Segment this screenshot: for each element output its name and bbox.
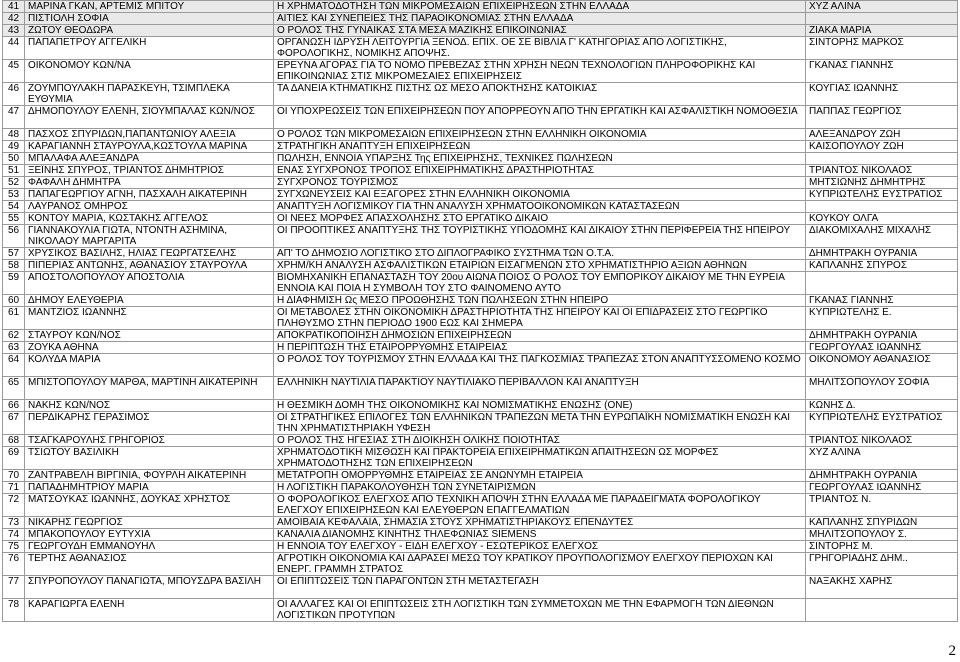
- row-number: 76: [3, 553, 25, 576]
- row-number: 77: [3, 576, 25, 599]
- thesis-title: ΑΠ' ΤΟ ΔΗΜΟΣΙΟ ΛΟΓΙΣΤΙΚΟ ΣΤΟ ΔΙΠΛΟΓΡΑΦΙΚΟ ΣΥΣΤΗΜΑ ΤΩΝ Ο.Τ.Α.: [274, 248, 806, 260]
- thesis-title: ΑΙΤΙΕΣ ΚΑΙ ΣΥΝΕΠΕΙΕΣ ΤΗΣ ΠΑΡΑΟΙΚΟΝΟΜΙΑΣ ΣΤΗΝ ΕΛΛΑΔΑ: [274, 13, 806, 25]
- table-row: [3, 342, 958, 354]
- thesis-title: ΑΠΟΚΡΑΤΙΚΟΠΟΙΗΣΗ ΔΗΜΟΣΙΩΝ ΕΠΙΧΕΙΡΗΣΕΩΝ: [274, 330, 806, 342]
- row-number: 60: [3, 295, 25, 307]
- student-names: ΚΑΡΑΓΙΩΡΓΑ ΕΛΕΝΗ: [25, 599, 274, 622]
- supervisor-name: ΤΡΙΑΝΤΟΣ ΝΙΚΟΛΑΟΣ: [806, 165, 958, 177]
- thesis-title: ΕΡΕΥΝΑ ΑΓΟΡΑΣ ΓΙΑ ΤΟ ΝΟΜΟ ΠΡΕΒΕΖΑΣ ΣΤΗΝ ΧΡΗΣΗ ΝΕΩΝ ΤΕΧΝΟΛΟΓΙΩΝ ΠΛΗΡΟΦΟΡΙΚΗΣ ΚΑΙ ΕΠΙΚΟΙΝΩΝΙΑΣ ΣΤΙΣ ΜΙΚΡΟΜΕΣΑΙΕΣ ΕΠΙΧΕΙΡΗΣΕΙΣ: [274, 60, 806, 83]
- row-number: 50: [3, 153, 25, 165]
- row-number: 49: [3, 141, 25, 153]
- thesis-title: ΤΑ ΔΑΝΕΙΑ ΚΤΗΜΑΤΙΚΗΣ ΠΙΣΤΗΣ ΩΣ ΜΕΣΟ ΑΠΟΚΤΗΣΗΣ ΚΑΤΟΙΚΙΑΣ: [274, 83, 806, 106]
- supervisor-name: ΧΥΖ ΑΛΙΝΑ: [806, 1, 958, 13]
- supervisor-name: ΟΙΚΟΝΟΜΟΥ ΑΘΑΝΑΣΙΟΣ: [806, 354, 958, 377]
- table-row: [3, 377, 958, 400]
- supervisor-name: ΚΥΠΡΙΩΤΕΛΗΣ ΕΥΣΤΡΑΤΙΟΣ: [806, 412, 958, 435]
- thesis-title: Ο ΡΟΛΟΣ ΤΗΣ ΓΥΝΑΙΚΑΣ ΣΤΑ ΜΕΣΑ ΜΑΖΙΚΗΣ ΕΠΙΚΟΙΝΩΝΙΑΣ: [274, 25, 806, 37]
- supervisor-name: [806, 153, 958, 165]
- thesis-title: ΟΙ ΝΕΕΣ ΜΟΡΦΕΣ ΑΠΑΣΧΟΛΗΣΗΣ ΣΤΟ ΕΡΓΑΤΙΚΟ ΔΙΚΑΙΟ: [274, 213, 806, 225]
- row-number: 56: [3, 225, 25, 248]
- row-number: 57: [3, 248, 25, 260]
- table-row: [3, 37, 958, 60]
- supervisor-name: ΚΟΥΓΙΑΣ ΙΩΑΝΝΗΣ: [806, 83, 958, 106]
- student-names: ΠΑΣΧΟΣ ΣΠΥΡΙΔΩΝ,ΠΑΠΑΝΤΩΝΙΟΥ ΑΛΕΞΙΑ: [25, 129, 274, 141]
- row-number: 65: [3, 377, 25, 400]
- supervisor-name: ΓΕΩΡΓΟΥΛΑΣ ΙΩΑΝΝΗΣ: [806, 342, 958, 354]
- student-names: ΦΑΦΑΛΗ ΔΗΜΗΤΡΑ: [25, 177, 274, 189]
- thesis-title: ΣΥΓΧΩΝΕΥΣΕΙΣ ΚΑΙ ΕΞΑΓΟΡΕΣ ΣΤΗΝ ΕΛΛΗΝΙΚΗ ΟΙΚΟΝΟΜΙΑ: [274, 189, 806, 201]
- supervisor-name: ΖΙΑΚΑ ΜΑΡΙΑ: [806, 25, 958, 37]
- thesis-title: Η ΧΡΗΜΑΤΟΔΟΤΗΣΗ ΤΩΝ ΜΙΚΡΟΜΕΣΑΙΩΝ ΕΠΙΧΕΙΡΗΣΕΩΝ ΣΤΗΝ ΕΛΛΑΔΑ: [274, 1, 806, 13]
- table-row: [3, 517, 958, 529]
- row-number: 58: [3, 260, 25, 272]
- student-names: ΓΕΩΡΓΟΥΔΗ ΕΜΜΑΝΟΥΗΛ: [25, 541, 274, 553]
- row-number: 70: [3, 470, 25, 482]
- supervisor-name: ΜΗΛΙΤΣΟΠΟΥΛΟΥ Σ.: [806, 529, 958, 541]
- thesis-title: ΑΜΟΙΒΑΙΑ ΚΕΦΑΛΑΙΑ, ΣΗΜΑΣΙΑ ΣΤΟΥΣ ΧΡΗΜΑΤΙΣΤΗΡΙΑΚΟΥΣ ΕΠΕΝΔΥΤΕΣ: [274, 517, 806, 529]
- supervisor-name: ΤΡΙΑΝΤΟΣ ΝΙΚΟΛΑΟΣ: [806, 435, 958, 447]
- thesis-title: ΜΕΤΑΤΡΟΠΗ ΟΜΟΡΡΥΘΜΗΣ ΕΤΑΙΡΕΙΑΣ ΣΕ ΑΝΩΝΥΜΗ ΕΤΑΙΡΕΙΑ: [274, 470, 806, 482]
- table-row: [3, 482, 958, 494]
- student-names: ΜΠΑΚΟΠΟΥΛΟΥ ΕΥΤΥΧΙΑ: [25, 529, 274, 541]
- table-row: [3, 307, 958, 330]
- table-row: [3, 106, 958, 129]
- table-row: [3, 354, 958, 377]
- supervisor-name: ΚΥΠΡΙΩΤΕΛΗΣ Ε.: [806, 307, 958, 330]
- supervisor-name: ΔΗΜΗΤΡΑΚΗ ΟΥΡΑΝΙΑ: [806, 330, 958, 342]
- thesis-title: Η ΛΟΓΙΣΤΙΚΗ ΠΑΡΑΚΟΛΟΥΘΗΣΗ ΤΩΝ ΣΥΝΕΤΑΙΡΙΣΜΩΝ: [274, 482, 806, 494]
- student-names: ΠΕΡΔΙΚΑΡΗΣ ΓΕΡΑΣΙΜΟΣ: [25, 412, 274, 435]
- table-row: [3, 529, 958, 541]
- row-number: 74: [3, 529, 25, 541]
- thesis-title: ΟΙ ΑΛΛΑΓΕΣ ΚΑΙ ΟΙ ΕΠΙΠΤΩΣΕΙΣ ΣΤΗ ΛΟΓΙΣΤΙΚΗ ΤΩΝ ΣΥΜΜΕΤΟΧΩΝ ΜΕ ΤΗΝ ΕΦΑΡΜΟΓΗ ΤΩΝ ΔΙΕΘΝΩΝ ΛΟΓΙΣΤΙΚΩΝ ΠΡΟΤΥΠΩΝ: [274, 599, 806, 622]
- table-row: [3, 60, 958, 83]
- row-number: 47: [3, 106, 25, 129]
- supervisor-name: ΧΥΖ ΑΛΙΝΑ: [806, 447, 958, 470]
- supervisor-name: ΚΑΠΛΑΝΗΣ ΣΠΥΡΙΔΩΝ: [806, 517, 958, 529]
- supervisor-name: ΚΥΠΡΙΩΤΕΛΗΣ ΕΥΣΤΡΑΤΙΟΣ: [806, 189, 958, 201]
- supervisor-name: ΤΡΙΑΝΤΟΣ Ν.: [806, 494, 958, 517]
- table-row: [3, 1, 958, 13]
- thesis-title: ΠΩΛΗΣΗ, ΕΝΝΟΙΑ ΥΠΑΡΞΗΣ Της ΕΠΙΧΕΙΡΗΣΗΣ, ΤΕΧΝΙΚΕΣ ΠΩΛΗΣΕΩΝ: [274, 153, 806, 165]
- row-number: 64: [3, 354, 25, 377]
- table-row: [3, 435, 958, 447]
- student-names: ΠΙΠΕΡΙΑΣ ΑΝΤΩΝΗΣ, ΑΘΑΝΑΣΙΟΥ ΣΤΑΥΡΟΥΛΑ: [25, 260, 274, 272]
- table-row: [3, 599, 958, 622]
- table-row: [3, 470, 958, 482]
- student-names: ΜΑΤΣΟΥΚΑΣ ΙΩΑΝΝΗΣ, ΔΟΥΚΑΣ ΧΡΗΣΤΟΣ: [25, 494, 274, 517]
- student-names: ΝΙΚΑΡΗΣ ΓΕΩΡΓΙΟΣ: [25, 517, 274, 529]
- thesis-title: Ο ΡΟΛΟΣ ΤΩΝ ΜΙΚΡΟΜΕΣΑΙΩΝ ΕΠΙΧΕΙΡΗΣΕΩΝ ΣΤΗΝ ΕΛΛΗΝΙΚΗ ΟΙΚΟΝΟΜΙΑ: [274, 129, 806, 141]
- row-number: 59: [3, 272, 25, 295]
- table-row: [3, 400, 958, 412]
- row-number: 75: [3, 541, 25, 553]
- supervisor-name: ΜΗΤΣΙΩΝΗΣ ΔΗΜΗΤΡΗΣ: [806, 177, 958, 189]
- thesis-title: ΟΙ ΠΡΟΟΠΤΙΚΕΣ ΑΝΑΠΤΥΞΗΣ ΤΗΣ ΤΟΥΡΙΣΤΙΚΗΣ ΥΠΟΔΟΜΗΣ ΚΑΙ ΔΙΚΑΙΟΥ ΣΤΗΝ ΠΕΡΙΦΕΡΕΙΑ ΤΗΣ ΗΠΕΙΡΟΥ: [274, 225, 806, 248]
- thesis-title: ΕΛΛΗΝΙΚΗ ΝΑΥΤΙΛΙΑ ΠΑΡΑΚΤΙΟΥ ΝΑΥΤΙΛΙΑΚΟ ΠΕΡΙΒΑΛΛΟΝ ΚΑΙ ΑΝΑΠΤΥΞΗ: [274, 377, 806, 400]
- supervisor-name: [806, 599, 958, 622]
- row-number: 48: [3, 129, 25, 141]
- table-row: [3, 83, 958, 106]
- supervisor-name: ΓΚΑΝΑΣ ΓΙΑΝΝΗΣ: [806, 295, 958, 307]
- student-names: ΖΟΥΚΑ ΑΘΗΝΑ: [25, 342, 274, 354]
- thesis-title: ΕΝΑΣ ΣΥΓΧΡΟΝΟΣ ΤΡΟΠΟΣ ΕΠΙΧΕΙΡΗΜΑΤΙΚΗΣ ΔΡΑΣΤΗΡΙΟΤΗΤΑΣ: [274, 165, 806, 177]
- student-names: ΠΑΠΑΔΗΜΗΤΡΙΟΥ ΜΑΡΙΑ: [25, 482, 274, 494]
- thesis-title: ΣΤΡΑΤΗΓΙΚΗ ΑΝΑΠΤΥΞΗ ΕΠΙΧΕΙΡΗΣΕΩΝ: [274, 141, 806, 153]
- table-row: [3, 165, 958, 177]
- table-row: [3, 295, 958, 307]
- supervisor-name: ΣΙΝΤΟΡΗΣ Μ.: [806, 541, 958, 553]
- student-names: ΟΙΚΟΝΟΜΟΥ ΚΩΝ/ΝΑ: [25, 60, 274, 83]
- table-row: [3, 141, 958, 153]
- row-number: 45: [3, 60, 25, 83]
- supervisor-name: ΔΗΜΗΤΡΑΚΗ ΟΥΡΑΝΙΑ: [806, 248, 958, 260]
- row-number: 62: [3, 330, 25, 342]
- supervisor-name: ΚΩΝΗΣ Δ.: [806, 400, 958, 412]
- student-names: ΠΙΣΤΙΟΛΗ ΣΟΦΙΑ: [25, 13, 274, 25]
- thesis-title: Ο ΡΟΛΟΣ ΤΗΣ ΗΓΕΣΙΑΣ ΣΤΗ ΔΙΟΙΚΗΣΗ ΟΛΙΚΗΣ ΠΟΙΟΤΗΤΑΣ: [274, 435, 806, 447]
- row-number: 68: [3, 435, 25, 447]
- thesis-title: ΟΙ ΣΤΡΑΤΗΓΙΚΕΣ ΕΠΙΛΟΓΕΣ ΤΩΝ ΕΛΛΗΝΙΚΩΝ ΤΡΑΠΕΖΩΝ ΜΕΤΑ ΤΗΝ ΕΥΡΩΠΑΪΚΗ ΝΟΜΙΣΜΑΤΙΚΗ ΕΝΩΣΗ ΚΑΙ ΤΗΝ ΧΡΗΜΑΤΙΣΤΗΡΙΑΚΗ ΥΦΕΣΗ: [274, 412, 806, 435]
- row-number: 61: [3, 307, 25, 330]
- supervisor-name: ΜΗΛΙΤΣΟΠΟΥΛΟΥ ΣΟΦΙΑ: [806, 377, 958, 400]
- thesis-table-body: [3, 1, 958, 622]
- supervisor-name: [806, 13, 958, 25]
- student-names: ΤΣΙΩΤΟΥ ΒΑΣΙΛΙΚΗ: [25, 447, 274, 470]
- supervisor-name: ΑΛΕΞΑΝΔΡΟΥ ΖΩΗ: [806, 129, 958, 141]
- supervisor-name: ΓΡΗΓΟΡΙΑΔΗΣ ΔΗΜ..: [806, 553, 958, 576]
- row-number: 55: [3, 213, 25, 225]
- row-number: 78: [3, 599, 25, 622]
- row-number: 69: [3, 447, 25, 470]
- student-names: ΜΑΡΙΝΑ ΓΚΑΝ, ΑΡΤΕΜΙΣ ΜΠΙΤΟΥ: [25, 1, 274, 13]
- thesis-title: ΟΡΓΑΝΩΣΗ ΙΔΡΥΣΗ ΛΕΙΤΟΥΡΓΙΑ ΞΕΝΟΔ. ΕΠΙΧ. ΟΕ ΣΕ ΒΙΒΛΙΑ Γ' ΚΑΤΗΓΟΡΙΑΣ ΑΠΟ ΛΟΓΙΣΤΙΚΗΣ, ΦΟΡΟΛΟΓΙΚΗΣ, ΝΟΜΙΚΗΣ ΑΠΟΨΗΣ.: [274, 37, 806, 60]
- row-number: 67: [3, 412, 25, 435]
- row-number: 42: [3, 13, 25, 25]
- student-names: ΔΗΜΟΥ ΕΛΕΥΘΕΡΙΑ: [25, 295, 274, 307]
- student-names: ΜΠΙΣΤΟΠΟΥΛΟΥ ΜΑΡΘΑ, ΜΑΡΤΙΝΗ ΑΙΚΑΤΕΡΙΝΗ: [25, 377, 274, 400]
- row-number: 54: [3, 201, 25, 213]
- student-names: ΠΑΠΑΓΕΩΡΓΙΟΥ ΑΓΝΗ, ΠΑΣΧΑΛΗ ΑΙΚΑΤΕΡΙΝΗ: [25, 189, 274, 201]
- table-row: [3, 248, 958, 260]
- table-row: [3, 25, 958, 37]
- thesis-title: ΟΙ ΥΠΟΧΡΕΩΣΕΙΣ ΤΩΝ ΕΠΙΧΕΙΡΗΣΕΩΝ ΠΟΥ ΑΠΟΡΡΕΟΥΝ ΑΠΟ ΤΗΝ ΕΡΓΑΤΙΚΗ ΚΑΙ ΑΣΦΑΛΙΣΤΙΚΗ ΝΟΜΟΘΕΣΙΑ: [274, 106, 806, 129]
- supervisor-name: ΓΕΩΡΓΟΥΛΑΣ ΙΩΑΝΝΗΣ: [806, 482, 958, 494]
- supervisor-name: ΠΑΠΠΑΣ ΓΕΩΡΓΙΟΣ: [806, 106, 958, 129]
- row-number: 41: [3, 1, 25, 13]
- row-number: 63: [3, 342, 25, 354]
- supervisor-name: ΣΙΝΤΟΡΗΣ ΜΑΡΚΟΣ: [806, 37, 958, 60]
- row-number: 44: [3, 37, 25, 60]
- thesis-title: ΧΡΗΜ/ΚΗ ΑΝΑΛΥΣΗ ΑΣΦΑΛΙΣΤΙΚΩΝ ΕΤΑΙΡΙΩΝ ΕΙΣΑΓΜΕΝΩΝ ΣΤΟ ΧΡΗΜΑΤΙΣΤΗΡΙΟ ΑΞΙΩΝ ΑΘΗΝΩΝ: [274, 260, 806, 272]
- table-row: [3, 576, 958, 599]
- table-row: [3, 272, 958, 295]
- student-names: ΜΠΑΛΑΦΑ ΑΛΕΞΑΝΔΡΑ: [25, 153, 274, 165]
- thesis-title: ΟΙ ΕΠΙΠΤΩΣΕΙΣ ΤΩΝ ΠΑΡΑΓΟΝΤΩΝ ΣΤΗ ΜΕΤΑΣΤΕΓΑΣΗ: [274, 576, 806, 599]
- student-names: ΚΑΡΑΓΙΑΝΝΗ ΣΤΑΥΡΟΥΛΑ,ΚΩΣΤΟΥΛΑ ΜΑΡΙΝΑ: [25, 141, 274, 153]
- student-names: ΖΑΝΤΡΑΒΕΛΗ ΒΙΡΓΙΝΙΑ, ΦΟΥΡΛΗ ΑΙΚΑΤΕΡΙΝΗ: [25, 470, 274, 482]
- row-number: 53: [3, 189, 25, 201]
- supervisor-name: ΔΗΜΗΤΡΑΚΗ ΟΥΡΑΝΙΑ: [806, 470, 958, 482]
- thesis-title: ΒΙΟΜΗΧΑΝΙΚΗ ΕΠΑΝΑΣΤΑΣΗ ΤΟΥ 20ου ΑΙΩΝΑ ΠΟΙΟΣ Ο ΡΟΛΟΣ ΤΟΥ ΕΜΠΟΡΙΚΟΥ ΔΙΚΑΙΟΥ ΜΕ ΤΗΝ ΕΥΡΕΙΑ ΕΝΝΟΙΑ ΚΑΙ ΠΟΙΑ Η ΣΥΜΒΟΛΗ ΤΟΥ ΣΤΟ ΦΑΙΝΟΜΕΝΟ ΑΥΤΟ: [274, 272, 806, 295]
- table-row: [3, 260, 958, 272]
- thesis-title: ΟΙ ΜΕΤΑΒΟΛΕΣ ΣΤΗΝ ΟΙΚΟΝΟΜΙΚΗ ΔΡΑΣΤΗΡΙΟΤΗΤΑ ΤΗΣ ΗΠΕΙΡΟΥ ΚΑΙ ΟΙ ΕΠΙΔΡΑΣΕΙΣ ΣΤΟ ΓΕΩΡΓΙΚΟ ΠΛΗΘΥΣΜΟ ΣΤΗΝ ΠΕΡΙΟΔΟ 1900 ΕΩΣ ΚΑΙ ΣΗΜΕΡΑ: [274, 307, 806, 330]
- student-names: ΛΑΥΡΑΝΟΣ ΟΜΗΡΟΣ: [25, 201, 274, 213]
- table-row: [3, 213, 958, 225]
- student-names: ΞΕΪΝΗΣ ΣΠΥΡΟΣ, ΤΡΙΑΝΤΟΣ ΔΗΜΗΤΡΙΟΣ: [25, 165, 274, 177]
- thesis-title: ΣΥΓΧΡΟΝΟΣ ΤΟΥΡΙΣΜΟΣ: [274, 177, 806, 189]
- supervisor-name: [806, 201, 958, 213]
- row-number: 51: [3, 165, 25, 177]
- student-names: ΚΟΛΥΔΑ ΜΑΡΙΑ: [25, 354, 274, 377]
- supervisor-name: ΚΟΥΚΟΥ ΟΛΓΑ: [806, 213, 958, 225]
- supervisor-name: ΔΙΑΚΟΜΙΧΑΛΗΣ ΜΙΧΑΛΗΣ: [806, 225, 958, 248]
- row-number: 66: [3, 400, 25, 412]
- thesis-title: Η ΔΙΑΦΗΜΙΣΗ Ως ΜΕΣΟ ΠΡΟΩΘΗΣΗΣ ΤΩΝ ΠΩΛΗΣΕΩΝ ΣΤΗΝ ΗΠΕΙΡΟ: [274, 295, 806, 307]
- supervisor-name: ΓΚΑΝΑΣ ΓΙΑΝΝΗΣ: [806, 60, 958, 83]
- student-names: ΝΑΚΗΣ ΚΩΝ/ΝΟΣ: [25, 400, 274, 412]
- table-row: [3, 412, 958, 435]
- supervisor-name: ΚΑΠΛΑΝΗΣ ΣΠΥΡΟΣ: [806, 260, 958, 272]
- student-names: ΤΕΡΤΗΣ ΑΘΑΝΑΣΙΟΣ: [25, 553, 274, 576]
- student-names: ΣΠΥΡΟΠΟΥΛΟΥ ΠΑΝΑΓΙΩΤΑ, ΜΠΟΥΣΔΡΑ ΒΑΣΙΛΗ: [25, 576, 274, 599]
- student-names: ΖΩΤΟΥ ΘΕΟΔΩΡΑ: [25, 25, 274, 37]
- table-row: [3, 330, 958, 342]
- supervisor-name: ΚΑΙΣΟΠΟΥΛΟΥ ΖΩΗ: [806, 141, 958, 153]
- thesis-title: ΧΡΗΜΑΤΟΔΟΤΙΚΗ ΜΙΣΘΩΣΗ ΚΑΙ ΠΡΑΚΤΟΡΕΙΑ ΕΠΙΧΕΙΡΗΜΑΤΙΚΩΝ ΑΠΑΙΤΗΣΕΩΝ ΩΣ ΜΟΡΦΕΣ ΧΡΗΜΑΤΟΔΟΤΗΣΗΣ ΤΩΝ ΕΠΙΧΕΙΡΗΣΕΩΝ: [274, 447, 806, 470]
- row-number: 43: [3, 25, 25, 37]
- table-row: [3, 541, 958, 553]
- thesis-title: Η ΕΝΝΟΙΑ ΤΟΥ ΕΛΕΓΧΟΥ - ΕΙΔΗ ΕΛΕΓΧΟΥ - ΕΣΩΤΕΡΙΚΟΣ ΕΛΕΓΧΟΣ: [274, 541, 806, 553]
- student-names: ΖΟΥΜΠΟΥΛΑΚΗ ΠΑΡΑΣΚΕΥΗ, ΤΣΙΜΠΛΕΚΑ ΕΥΘΥΜΙΑ: [25, 83, 274, 106]
- student-names: ΠΑΠΑΠΕΤΡΟΥ ΑΓΓΕΛΙΚΗ: [25, 37, 274, 60]
- table-row: [3, 189, 958, 201]
- table-row: [3, 129, 958, 141]
- student-names: ΜΑΝΤΖΙΟΣ ΙΩΑΝΝΗΣ: [25, 307, 274, 330]
- student-names: ΣΤΑΥΡΟΥ ΚΩΝ/ΝΟΣ: [25, 330, 274, 342]
- table-row: [3, 201, 958, 213]
- thesis-title: ΑΝΑΠΤΥΞΗ ΛΟΓΙΣΜΙΚΟΥ ΓΙΑ ΤΗΝ ΑΝΑΛΥΣΗ ΧΡΗΜΑΤΟΟΙΚΟΝΟΜΙΚΩΝ ΚΑΤΑΣΤΑΣΕΩΝ: [274, 201, 806, 213]
- row-number: 72: [3, 494, 25, 517]
- row-number: 52: [3, 177, 25, 189]
- thesis-title: Ο ΦΟΡΟΛΟΓΙΚΟΣ ΕΛΕΓΧΟΣ ΑΠΟ ΤΕΧΝΙΚΗ ΑΠΟΨΗ ΣΤΗΝ ΕΛΛΑΔΑ ΜΕ ΠΑΡΑΔΕΙΓΜΑΤΑ ΦΟΡΟΛΟΓΙΚΟΥ ΕΛΕΓΧΟΥ ΕΠΙΧΕΙΡΗΣΕΩΝ ΚΑΙ ΕΛΕΥΘΕΡΩΝ ΕΠΑΓΓΕΛΜΑΤΙΩΝ: [274, 494, 806, 517]
- student-names: ΚΟΝΤΟΥ ΜΑΡΙΑ, ΚΩΣΤΑΚΗΣ ΑΓΓΕΛΟΣ: [25, 213, 274, 225]
- student-names: ΑΠΟΣΤΟΛΟΠΟΥΛΟΥ ΑΠΟΣΤΟΛΙΑ: [25, 272, 274, 295]
- page-number: 2: [948, 643, 956, 659]
- row-number: 46: [3, 83, 25, 106]
- thesis-title: ΚΑΝΑΛΙΑ ΔΙΑΝΟΜΗΣ ΚΙΝΗΤΗΣ ΤΗΛΕΦΩΝΙΑΣ SIEMENS: [274, 529, 806, 541]
- row-number: 73: [3, 517, 25, 529]
- table-row: [3, 225, 958, 248]
- row-number: 71: [3, 482, 25, 494]
- thesis-title: Ο ΡΟΛΟΣ ΤΟΥ ΤΟΥΡΙΣΜΟΥ ΣΤΗΝ ΕΛΛΑΔΑ ΚΑΙ ΤΗΣ ΠΑΓΚΟΣΜΙΑΣ ΤΡΑΠΕΖΑΣ ΣΤΟΝ ΑΝΑΠΤΥΣΣΟΜΕΝΟ ΚΟΣΜΟ: [274, 354, 806, 377]
- thesis-title: Η ΘΕΣΜΙΚΗ ΔΟΜΗ ΤΗΣ ΟΙΚΟΝΟΜΙΚΗΣ ΚΑΙ ΝΟΜΙΣΜΑΤΙΚΗΣ ΕΝΩΣΗΣ (ΟΝΕ): [274, 400, 806, 412]
- table-row: [3, 177, 958, 189]
- table-row: [3, 494, 958, 517]
- table-row: [3, 153, 958, 165]
- student-names: ΧΡΥΣΙΚΟΣ ΒΑΣΙΛΗΣ, ΗΛΙΑΣ ΓΕΩΡΓΑΤΣΕΛΗΣ: [25, 248, 274, 260]
- student-names: ΤΣΑΓΚΑΡΟΥΛΗΣ ΓΡΗΓΟΡΙΟΣ: [25, 435, 274, 447]
- table-row: [3, 447, 958, 470]
- thesis-table: [2, 0, 958, 622]
- thesis-title: Η ΠΕΡΙΠΤΩΣΗ ΤΗΣ ΕΤΑΙΡΟΡΡΥΘΜΗΣ ΕΤΑΙΡΕΙΑΣ: [274, 342, 806, 354]
- supervisor-name: [806, 272, 958, 295]
- student-names: ΓΙΑΝΝΑΚΟΥΛΙΑ ΓΙΩΤΑ, ΝΤΟΝΤΗ ΑΣΗΜΙΝΑ, ΝΙΚΟΛΑΟΥ ΜΑΡΓΑΡΙΤΑ: [25, 225, 274, 248]
- thesis-title: ΑΓΡΟΤΙΚΗ ΟΙΚΟΝΟΜΙΑ ΚΑΙ ΔΑΡΑΣΕΙ ΜΕΣΩ ΤΟΥ ΚΡΑΤΙΚΟΥ ΠΡΟΥΠΟΛΟΓΙΣΜΟΥ ΕΛΕΓΧΟΥ ΠΕΡΙΟΧΩΝ ΚΑΙ ΕΝΕΡΓ. ΓΡΑΜΜΗ ΣΤΡΑΤΟΣ: [274, 553, 806, 576]
- supervisor-name: ΝΑΞΑΚΗΣ ΧΑΡΗΣ: [806, 576, 958, 599]
- table-row: [3, 13, 958, 25]
- student-names: ΔΗΜΟΠΟΥΛΟΥ ΕΛΕΝΗ, ΣΙΟΥΜΠΑΛΑΣ ΚΩΝ/ΝΟΣ: [25, 106, 274, 129]
- table-row: [3, 553, 958, 576]
